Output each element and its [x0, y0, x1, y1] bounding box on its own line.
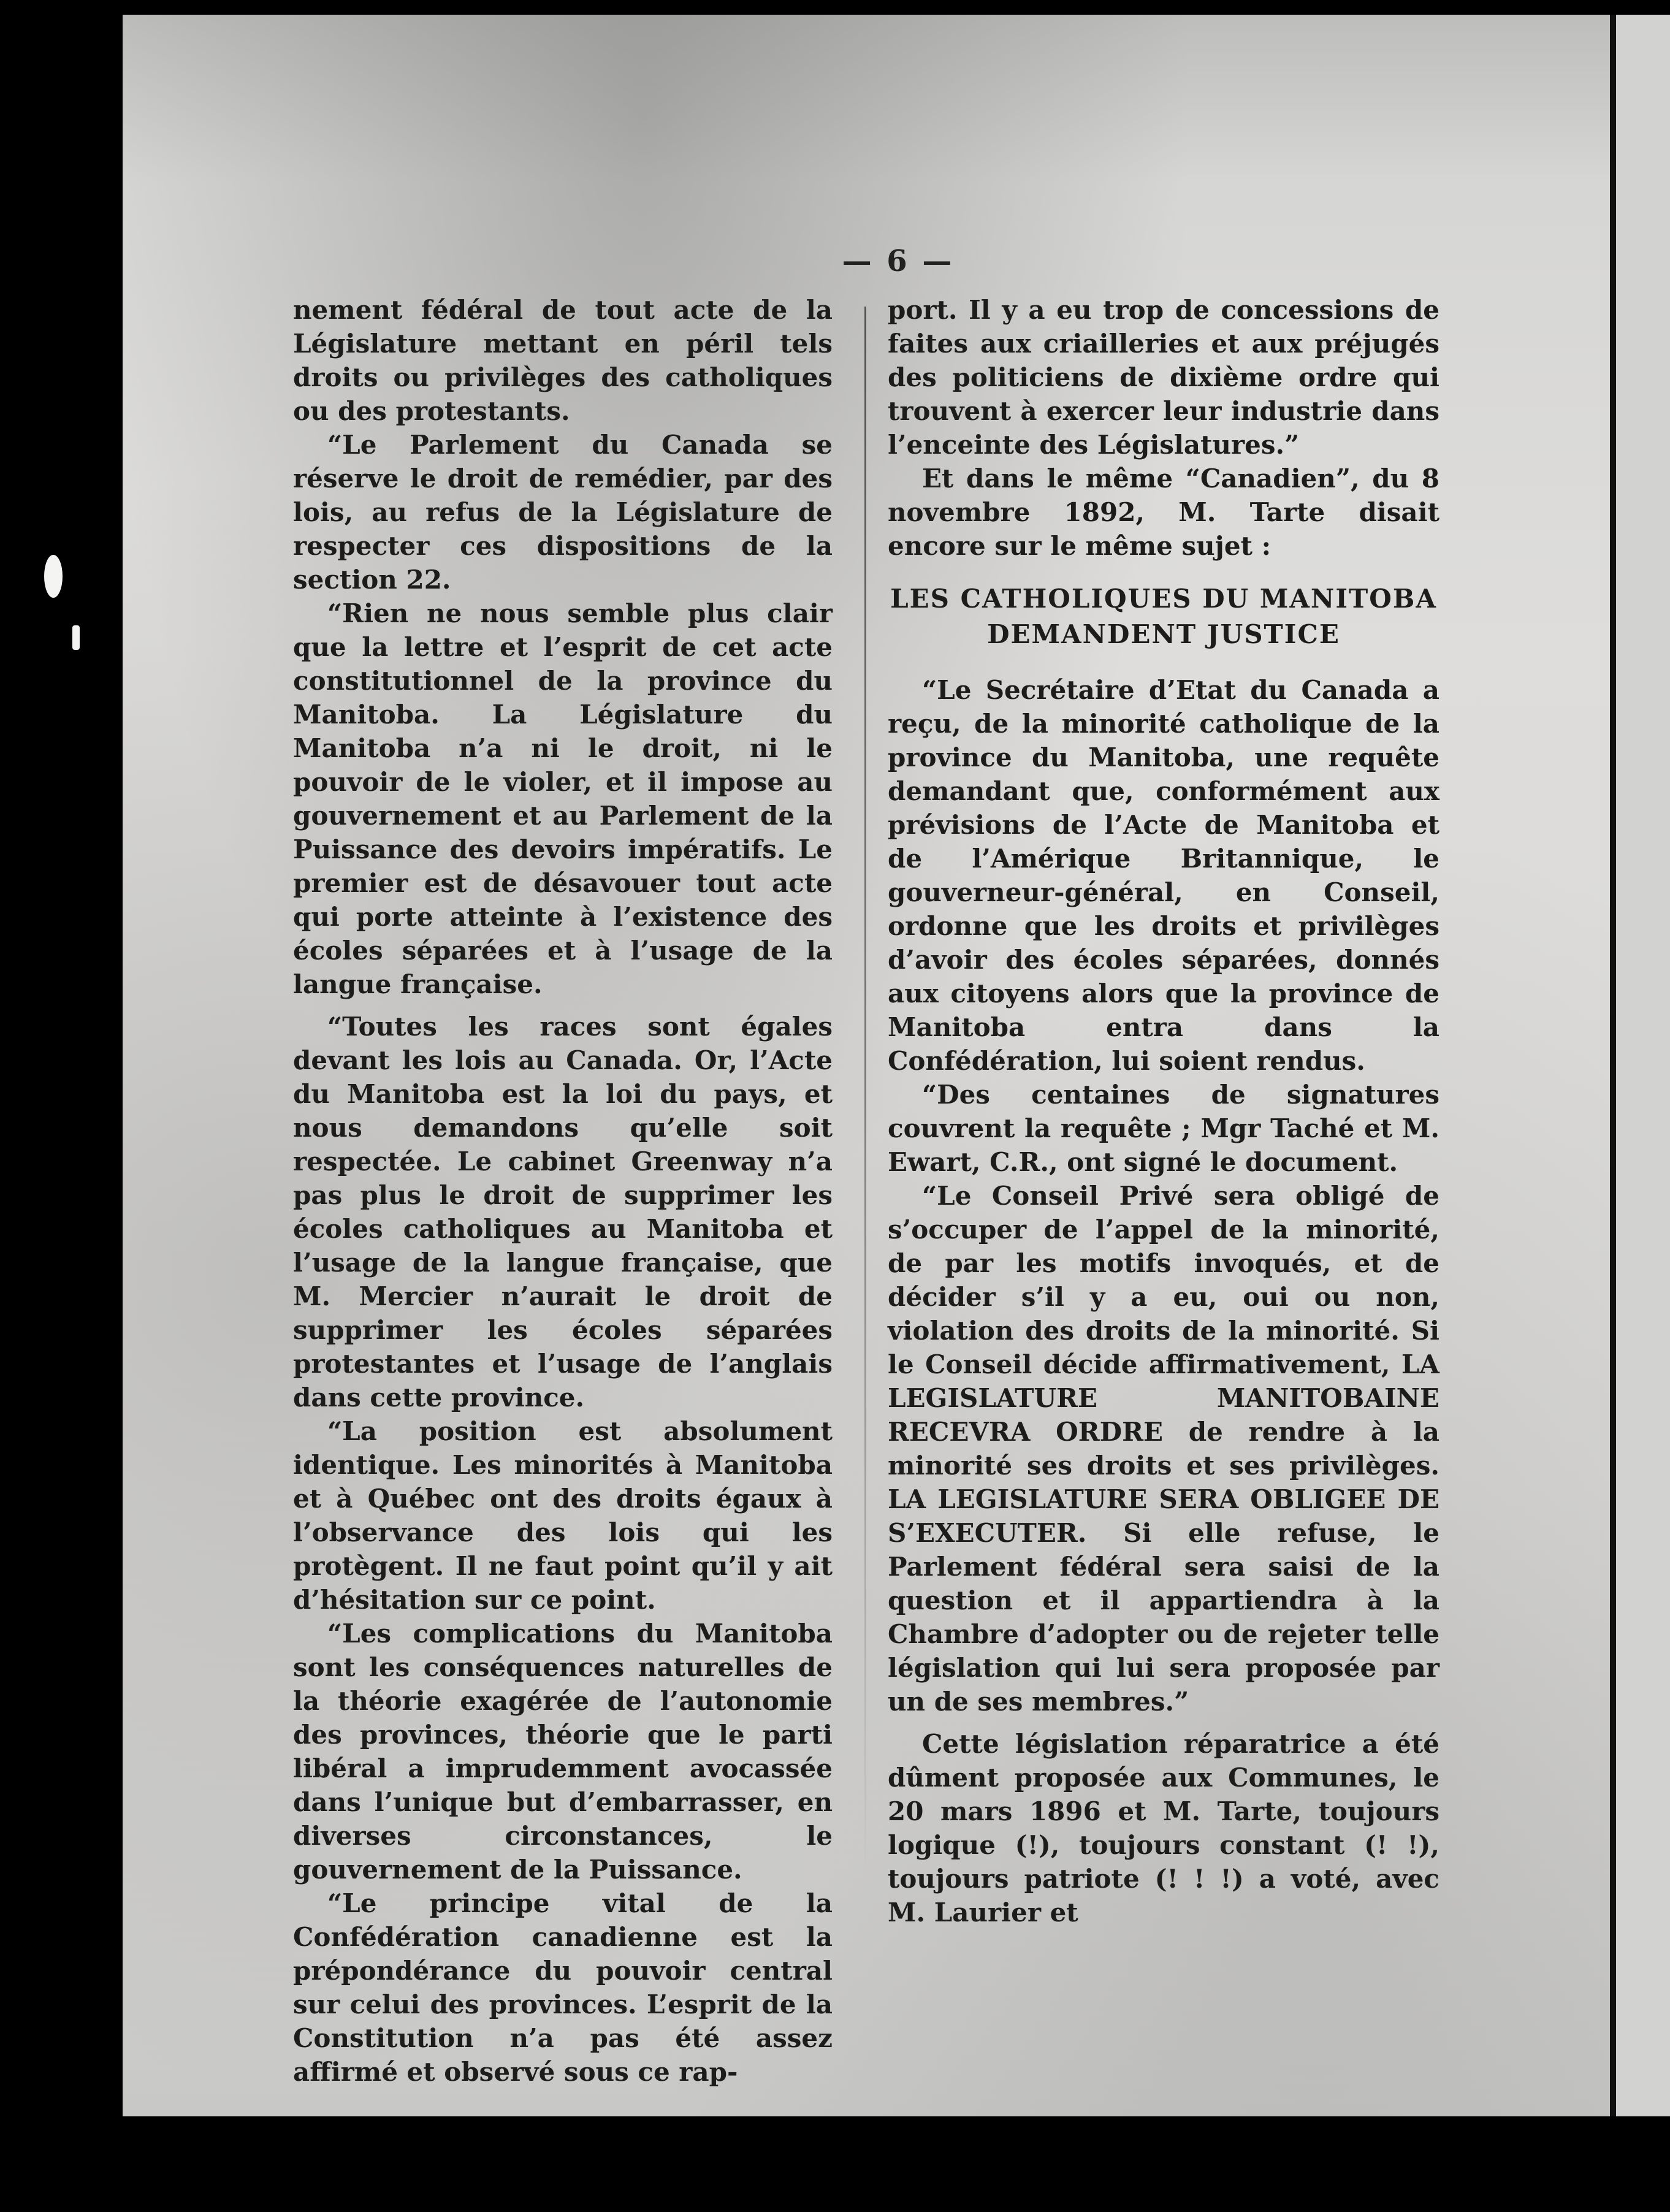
scan-speck	[44, 555, 63, 598]
scan-speck	[72, 625, 80, 650]
paragraph: “Le Parlement du Canada se réserve le droit de remédier, par des lois, au refus de la Législature de respecter ces dispositions de la section 22.	[293, 430, 833, 595]
page-number: — 6 —	[842, 244, 955, 278]
heading-line: LES CATHOLIQUES DU MANITOBA	[890, 584, 1437, 614]
paragraph: “Le Conseil Privé sera obligé de s’occuper de l’appel de la minorité, de par les motifs invoqués, et de décider s’il y a eu, oui ou non, violation des droits de la minorité. Si le Conseil décide affirmativement, LA LEGISLATURE MANITOBAINE RECEVRA ORDRE de rendre à la minorité ses droits et ses privilèges. LA LEGISLATURE SERA OBLIGEE DE S’EXECUTER. Si elle refuse, le Parlement fédéral sera saisi de la question et il appartiendra à la Chambre d’adopter ou de rejeter telle législation qui lui sera proposée par un de ses membres.”	[888, 1181, 1439, 1717]
page-gutter	[1610, 15, 1616, 2116]
left-text-column	[293, 293, 833, 2089]
paragraph: Cette législation réparatrice a été dûment proposée aux Communes, le 20 mars 1896 et M. Tarte, toujours logique (!), toujours constant (! !), toujours patriote (! ! !) a voté, avec M. Laurier et	[888, 1729, 1439, 1928]
heading-line: DEMANDENT JUSTICE	[987, 619, 1340, 649]
paragraph: “Rien ne nous semble plus clair que la lettre et l’esprit de cet acte constitutionnel de la province du Manitoba. La Législature du Manitoba n’a ni le droit, ni le pouvoir de le violer, et il impose au gouvernement et au Parlement de la Puissance des devoirs impératifs. Le premier est de désavouer tout acte qui porte atteinte à l’existence des écoles séparées et à l’usage de la langue française.	[293, 598, 833, 999]
paragraph: “Le Secrétaire d’Etat du Canada a reçu, de la minorité catholique de la province du Manitoba, une requête demandant que, conformément aux prévisions de l’Acte de Manitoba et de l’Amérique Britannique, le gouverneur-général, en Conseil, ordonne que les droits et privilèges d’avoir des écoles séparées, donnés aux citoyens alors que la province de Manitoba entra dans la Confédération, lui soient rendus.	[888, 675, 1439, 1076]
column-divider	[864, 307, 866, 1876]
paragraph: port. Il y a eu trop de concessions de faites aux criailleries et aux préjugés des politiciens de dixième ordre qui trouvent à exercer leur industrie dans l’enceinte des Législatures.”	[888, 295, 1439, 460]
paragraph: “Toutes les races sont égales devant les lois au Canada. Or, l’Acte du Manitoba est la loi du pays, et nous demandons qu’elle soit respectée. Le cabinet Greenway n’a pas plus le droit de supprimer les écoles catholiques au Manitoba et l’usage de la langue française, que M. Mercier n’aurait le droit de supprimer les écoles séparées protestantes et l’usage de l’anglais dans cette province.	[293, 1012, 833, 1413]
paragraph: “La position est absolument identique. Les minorités à Manitoba et à Québec ont des droits égaux à l’observance des lois qui les protègent. Il ne faut point qu’il y ait d’hésitation sur ce point.	[293, 1416, 833, 1615]
paragraph: Et dans le même “Canadien”, du 8 novembre 1892, M. Tarte disait encore sur le même sujet :	[888, 463, 1439, 561]
paragraph: “Le principe vital de la Confédération canadienne est la prépondérance du pouvoir central sur celui des provinces. L’esprit de la Constitution n’a pas été assez affirmé et observé sous ce rap-	[293, 1888, 833, 2087]
paragraph: “Les complications du Manitoba sont les conséquences naturelles de la théorie exagérée de l’autonomie des provinces, théorie que le parti libéral a imprudemment avocassée dans l’unique but d’embarrasser, en diverses circonstances, le gouvernement de la Puissance.	[293, 1619, 833, 1885]
right-text-column	[888, 293, 1439, 1929]
paragraph: nement fédéral de tout acte de la Législature mettant en péril tels droits ou privilèges des catholiques ou des protestants.	[293, 295, 833, 426]
adjacent-page-edge	[1616, 15, 1670, 2116]
paragraph: “Des centaines de signatures couvrent la requête ; Mgr Taché et M. Ewart, C.R., ont signé le document.	[888, 1080, 1439, 1177]
section-heading	[888, 581, 1439, 652]
